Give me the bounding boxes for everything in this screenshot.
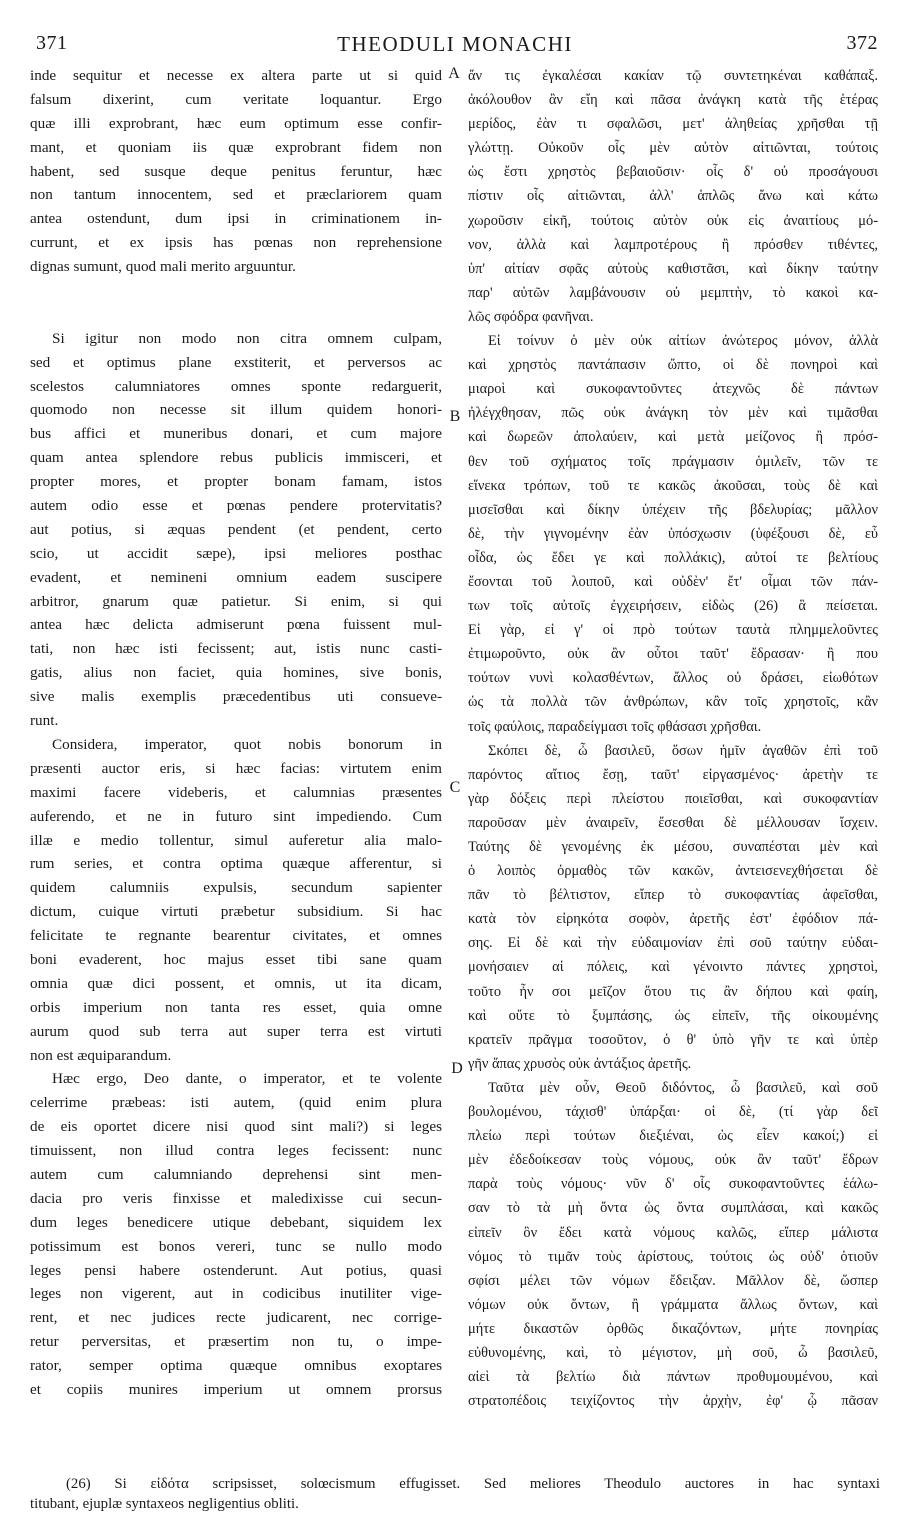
latin-line: aut potius, si æquas pendent (et pendent, certo [30,520,442,538]
running-header [30,32,880,62]
latin-line: auferendo, et ne in futuro sint impediendo. Cum [30,807,442,825]
latin-paragraph-1 [30,64,442,279]
latin-line: inde sequitur et necesse ex altera parte ut si quid [30,67,442,84]
greek-line: Σκόπει δὲ, ὦ βασιλεῦ, ὅσων ἡμῖν ἀγαθῶν ἐπὶ τοῦ [488,742,878,759]
latin-line: Hæc ergo, Deo dante, o imperator, et te volente [52,1070,442,1088]
latin-paragraph-4 [30,1067,442,1401]
latin-line: felicitate te regnante bearentur civitates, et omnes [30,927,442,945]
latin-line: mant, et quoniam iis quæ exprobrant fidem non [30,138,442,156]
greek-line: μονήσαιεν αἱ πόλεις, καὶ γένοιντο πάντες χρηστοὶ, [468,959,878,976]
latin-line: præsenti auctor eris, si hæc facias: virtutem enim [30,759,442,777]
greek-line: ἔσονται τοῦ λοιποῦ, καὶ οὐδὲν' ἔτ' οἶμαι τῶν πάν- [468,573,878,590]
latin-paragraph-2 [30,327,442,733]
greek-line: θεν τοῦ σχήματος τοῖς πράγμασιν ὁμιλεῖν, τῶν τε [468,453,878,470]
greek-line: παρόντος αἴτιος ἔσῃ, ταῦτ' εἰργασμένος· ἀρετὴν τε [468,766,878,783]
greek-line: πλείω περὶ τούτων διεξιέναι, ὡς εἶεν κακοί;) εἰ [468,1128,878,1145]
latin-line: leges non vigerent, aut in codicibus inutiliter vige- [30,1285,442,1303]
latin-line: Considera, imperator, quot nobis bonorum in [52,735,442,753]
paragraph-gap [30,279,442,303]
latin-line: quam antea splendore rebus publicis immisceri, et [30,449,442,467]
margin-letter-d: D [451,1060,463,1077]
greek-line: λῶς σφόδρα φανῆναι. [468,308,594,325]
latin-line: currunt, et ex ipsis has pœnas non reprehensione [30,234,442,252]
greek-line: σαν τὸ τὰ μὴ ὄντα ὡς ὄντα συμπλάσαι, καὶ κακῶς [468,1200,878,1217]
margin-letter-b: B [449,408,461,425]
greek-line: παροῦσαν μὲν ἀναιρεῖν, ἔσεσθαι δὲ μέλλουσαν ἴσχειν. [468,814,878,831]
greek-line: παρὰ τοὺς νόμους· νῦν δ' οἷς συκοφαντοῦντες ἑάλω- [468,1176,878,1193]
latin-paragraph-3 [30,733,442,1067]
latin-line: quomodo non necesse sit illum quidem honori- [30,401,442,419]
latin-line: sive malis exemplis præcedentibus uti consueve- [30,688,442,706]
greek-line: τοῦτο ἦν σοι μεῖζον ὅτου τις ἂν δήπου καὶ φαίη, [468,983,878,1000]
greek-line: καὶ οὔτε τὸ ξυμπάσης, ὡς εἰπεῖν, τῆς οἰκουμένης [468,1007,878,1024]
greek-line: ἀκόλουθον ἂν εἴη καὶ πᾶσα ἀνάγκη κατὰ τῆς ἑτέρας [468,92,878,109]
latin-line: Si igitur non modo non citra omnem culpam, [52,329,442,347]
greek-line: σης. Εἰ δὲ καὶ τὴν εὐδαιμονίαν ἐπὶ σοῦ ταύτην εὐδαι- [468,935,878,952]
latin-line: arbitror, gnarum quæ patietur. Si enim, si qui [30,592,442,610]
running-title: THEODULI MONACHI [337,32,573,56]
latin-line: non est æquiparandum. [30,1046,172,1064]
margin-letter-a: A [448,65,460,82]
latin-line: omnia quæ dici possent, et omnis, ut ita dicam, [30,974,442,992]
latin-line: rum series, et contra optima quæque afferentur, si [30,855,442,873]
greek-line: τοῖς φαύλοις, παραδείγμασι τοῖς φθάσασι χρῆσθαι. [468,718,762,735]
greek-line: ἐτιμωροῦντο, οὐκ ἂν οὗτοι ταῦτ' ἔδρασαν· ἢ που [468,646,878,663]
greek-line: στρατοπέδοις τειχίζοντος τὴν ἀρχὴν, ἐφ' ᾧ πᾶσαν [468,1393,878,1410]
latin-line: falsum dixerint, cum veritate loquantur. Ergo [30,90,442,108]
greek-line: γῆν ἅπας χρυσὸς οὐκ ἀντάξιος ἀρετῆς. [468,1055,692,1072]
latin-line: rator, semper optima quæque omnibus exoptares [30,1357,442,1375]
greek-line: κρατεῖν πρᾶγμα τοσοῦτον, ὁ θ' ὑπὸ γῆν τε καὶ ὑπὲρ [468,1031,878,1048]
greek-line: κατὰ τὸν εἰρηκότα σοφὸν, ἀρετῆς ἐστ' ἐφόδιον πά- [468,911,878,928]
latin-line: non tantum innocentem, sed et præclariorem quam [30,186,442,204]
greek-line: καὶ δωρεῶν ἀπολαύειν, καὶ μετὰ μείζονος ἢ πρόσ- [468,429,878,446]
greek-paragraph-2 [468,329,878,739]
greek-paragraph-1 [468,64,878,329]
greek-line: των τοῖς αὐτοῖς ἐγχειρήσειν, εἰδὼς (26) ἃ πείσεται. [468,598,878,615]
latin-line: celerrime præbeas: isti autem, (quid enim plura [30,1094,442,1112]
greek-line: μὲν ἐδεδοίκεσαν τοὺς νόμους, οὐκ ἂν ταῦτ' ἔδρων [468,1152,878,1169]
latin-line: timuissent, non illud contra leges fecissent: nunc [30,1142,442,1160]
page-number-left: 371 [36,32,68,54]
latin-line: dictum, cuique virtuti præbetur subsidium. Si hac [30,903,442,921]
latin-line: dignas sumunt, quod mali merito arguuntur. [30,258,296,276]
greek-line: γὰρ δόξεις περὶ πλείστου ποιεῖσθαι, καὶ συκοφαντίαν [468,790,878,807]
latin-line: leges pensi habere ostenderunt. Aut potius, quasi [30,1261,442,1279]
latin-column [30,64,442,1402]
greek-line: Ταύτης δὲ γενομένης ἐκ μέσου, συναπέσται μὲν καὶ [468,839,878,855]
latin-line: et copiis munires imperium ut omnem prorsus [30,1380,442,1398]
greek-line: εὐθυνομένης, καὶ, τὸ μέγιστον, μὴ σοῦ, ὦ βασιλεῦ, [468,1344,878,1361]
latin-line: scio, ut accidit sæpe), ipsi meliores posthac [30,544,442,562]
greek-line: ἄν τις ἐγκαλέσαι κακίαν τῷ συντετηκέναι καθάπαξ. [468,68,878,84]
latin-line: maximi facere videberis, et calumnias præsentes [30,783,442,801]
greek-line: Εἰ γὰρ, εἰ γ' οἱ πρὸ τούτων ταυτὰ πλημμελοῦντες [468,622,878,639]
latin-line: dum leges benedicere utique debebant, siquidem lex [30,1213,442,1231]
margin-letter-c: C [449,779,461,796]
latin-line: potissimum est bonos vereri, tunc se nullo modo [30,1237,442,1255]
latin-line: autem cum calumniando deprehensi sint men- [30,1165,442,1183]
greek-line: καὶ χρηστὸς παντάπασιν ὤπτο, οἱ δὲ πονηροὶ καὶ [468,357,878,374]
greek-line: μερίδος, ἐὰν τι σφαλῶσι, μετ' ἀληθείας χρῆσθαι τῇ [468,116,878,133]
latin-line: dacia pro veris finxisse et maledixisse cui secun- [30,1189,442,1207]
greek-line: τούτων νυνὶ κολασθέντων, ἄλλος οὐ δράσει, εἰωθότων [468,670,878,687]
greek-line: χωροῦσιν εἰκῆ, τούτοις αὐτὸν οὐκ εἰς ἀναιτίους μό- [468,212,878,229]
greek-line: σφίσι μέλει τῶν νόμων ἔδειξαν. Μᾶλλον δὲ, ὥσπερ [468,1272,878,1289]
greek-line: μήτε δικαστῶν ὀρθῶς δικαζόντων, μήτε πονηρίας [468,1320,878,1337]
greek-line: πίστιν οἷς αἰτιῶνται, ἀλλ' ἁπλῶς ἄνω καὶ κάτω [468,188,878,205]
latin-line: retur perversitas, et præsertim non tu, o impe- [30,1333,442,1351]
greek-line: ὡς τὰ πολλὰ τῶν ἀνθρώπων, κἂν τοῖς χρηστοῖς, κἂν [468,694,878,711]
latin-line: scelestos calumniatores omnes sponte redarguerit, [30,377,442,395]
greek-line: ὁ λοιπὸς ὁρμαθὸς τῶν κακῶν, ἀντεισενεχθήσεται δὲ [468,863,878,880]
latin-line: quæ illi exprobrant, hæc eum optimum esse confir- [30,114,442,132]
latin-line: rent, et nec judices recte judicarent, nec corrige- [30,1309,442,1327]
greek-paragraph-3 [468,739,878,1076]
greek-line: Ταῦτα μὲν οὖν, Θεοῦ διδόντος, ὦ βασιλεῦ, καὶ σοῦ [488,1079,878,1096]
greek-line: βουλομένου, τάχισθ' ὑπάρξαι· οἱ δὲ, (τί γὰρ δεῖ [468,1104,878,1121]
greek-line: εἰπεῖν ὃν ἔδει κατὰ νόμους καλῶς, εἴπερ μάλιστα [468,1224,878,1241]
latin-line: aurum quod sub terra aut super terra est virtuti [30,1022,442,1040]
greek-line: μιαροὶ καὶ συκοφαντοῦντες ἀτεχνῶς δὲ πάντων [468,381,878,398]
latin-line: propter mores, et propter bonam famam, istos [30,473,442,491]
latin-line: bus affici et muneribus donari, et cum majore [30,425,442,443]
greek-line: πᾶν τὸ βέλτιστον, εἴπερ τὸ συκοφαντίας ἀφεῖσθαι, [468,887,878,904]
greek-line: νον, ἀλλὰ καὶ λαμπροτέρους ἢ πρόσθεν τιθέντες, [468,236,878,253]
greek-line: ὡς ἔστι χρηστὸς βεβαιοῦσιν· οἷς δ' οὐ προσάγουσι [468,164,878,181]
greek-line: ἠλέγχθησαν, πῶς οὐκ ἀνάγκη τὸν μὲν καὶ τιμᾶσθαι [468,405,878,422]
latin-line: autem odio esse et pœnas pendere protervitatis? [30,497,442,515]
greek-line: νόμος τὸ τιμᾶν τοὺς ἀρίστους, τούτοις ὡς οὐδ' ὁτιοῦν [468,1248,878,1265]
greek-line: οἶδα, ὡς ἔδει γε καὶ πολλάκις), αὐτοί τε βελτίους [468,549,878,566]
latin-line: habent, sed susque deque penitus feruntur, hæc [30,162,442,180]
latin-line: antea ostendunt, dum ipsi in criminationem in- [30,210,442,228]
greek-paragraph-4 [468,1076,878,1413]
latin-line: antea hæc delicta admiserunt pœna fuissent mul- [30,616,442,634]
greek-line: δὲ, τὴν γιγνομένην ἐὰν ὑπόσχωσιν (ὑφέξουσι δὲ, εὖ [468,525,878,542]
latin-line: orbis imperium non tanta res esset, quia omne [30,998,442,1016]
latin-line: runt. [30,712,59,730]
greek-line: Εἰ τοίνυν ὁ μὲν οὐκ αἰτίων ἀνώτερος μόνον, ἀλλὰ [488,333,878,350]
latin-line: quidem calumniis expulsis, secundum sapienter [30,879,442,897]
greek-line: εἵνεκα τρόπων, τοῦ τε κακῶς ἀκοῦσαι, τοὺς δὲ καὶ [468,477,878,494]
latin-line: illæ e medio tollentur, simul auferetur alia malo- [30,831,442,849]
latin-line: sed et optimus plane exstiterit, et perversos ac [30,353,442,371]
latin-line: gatis, alius non faciet, quia homines, sive bonis, [30,664,442,682]
latin-line: boni evaderent, hoc majus esset tibi sane quam [30,950,442,968]
greek-line: νόμων οὐκ ὄντων, ἢ γράμματα ἄλλως ὄντων, καὶ [468,1296,878,1313]
greek-column [468,64,878,1413]
footnote-line: (26) Si εἰδότα scripsisset, solœcismum effugisset. Sed meliores Theodulo auctores in hac syntaxi [66,1476,880,1492]
latin-line: evadent, et nemineni omnium eadem suscipere [30,568,442,586]
greek-line: ὑπ' αἰτίαν σφᾶς αὐτοὺς καθιστᾶσι, καὶ δίκην ταύτην [468,260,878,277]
latin-line: tati, non hæc isti fecissent; aut, istis nunc casti- [30,640,442,658]
page-number-right: 372 [846,32,878,54]
greek-line: μισεῖσθαι καὶ δίκην ὑπέχειν τῆς βδελυρίας; μᾶλλον [468,501,878,518]
greek-line: γλώττῃ. Οὐκοῦν οἷς μὲν αὐτὸν αἰτιῶνται, τούτοις [468,140,878,157]
paragraph-gap [30,303,442,327]
greek-line: παρ' αὐτῶν λαμβάνουσιν οὐ μεμπτὴν, τὸ κακοὶ κα- [468,284,878,301]
latin-line: de eis oportet dicere nisi quod sint mali?) si leges [30,1118,442,1136]
footnote-line: titubant, ejuplæ syntaxeos negligentius obliti. [30,1496,299,1512]
footnote [30,1474,880,1514]
greek-line: αἰεὶ τὰ βελτίω διὰ πάντων προθυμουμένου, καὶ [468,1369,878,1386]
